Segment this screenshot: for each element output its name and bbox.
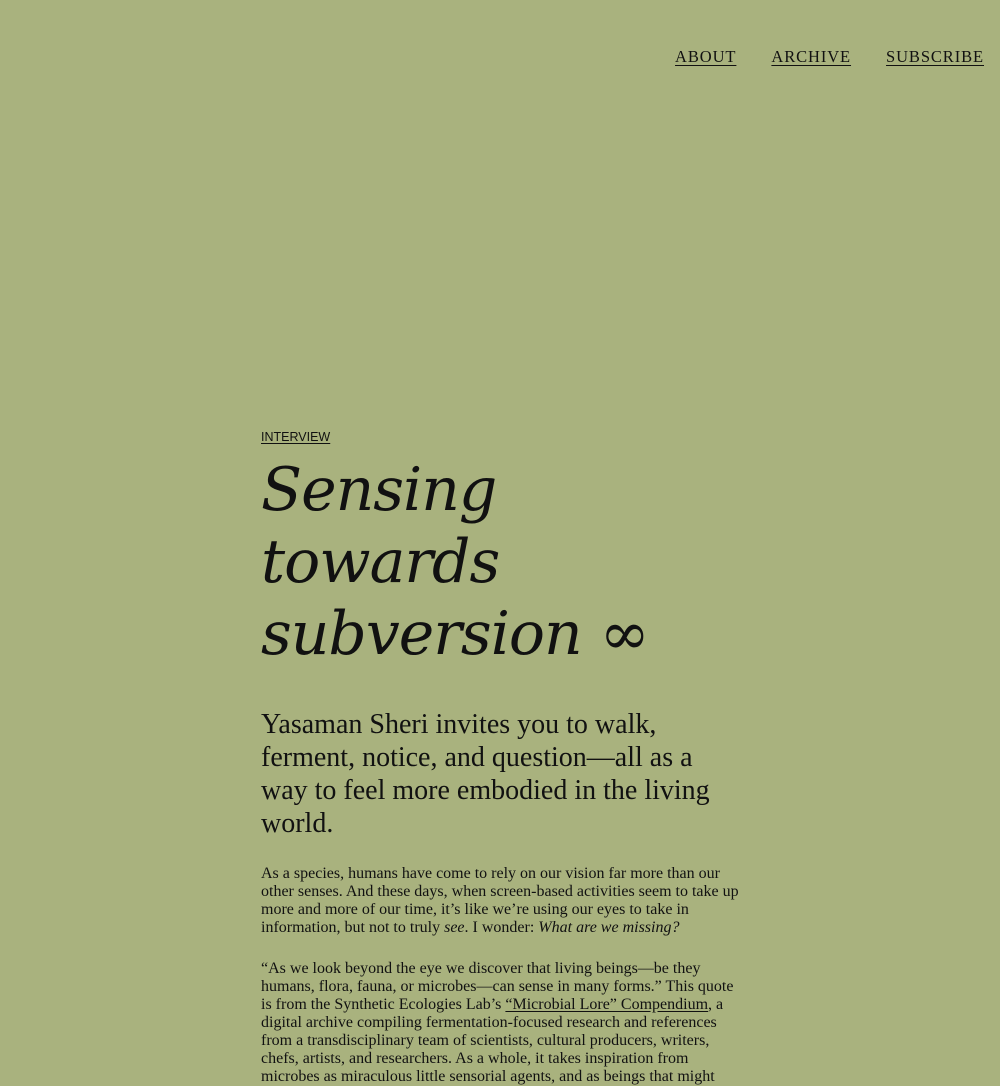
top-nav [675, 47, 984, 67]
paragraph-text: As a species, humans have come to rely on our vision far more than our other senses. And these days, when screen-based activities seem to take up more and more of our time, it’s like we’re using our eyes to take in information, but not to truly [261, 865, 739, 936]
article [261, 428, 741, 1086]
article-dek: Yasaman Sheri invites you to walk, ferment, notice, and question—all as a way to feel more embodied in the living world. [261, 709, 710, 839]
article-title: Sensing towards subversion ∞ [261, 455, 649, 669]
emphasis-question: What are we missing? [538, 919, 680, 936]
paragraph-text: , a digital archive compiling fermentation-focused research and references from a transdisciplinary team of scientists, cultural producers, writers, chefs, artists, and researchers. As a whole, it takes inspiration from microbes as miraculous little sensorial agents, and as beings that might [261, 996, 724, 1085]
nav-about-link[interactable]: ABOUT [675, 47, 737, 66]
paragraph-text: “As we look beyond the eye we discover that living beings—be they humans, flora, fauna, or microbes—can sense in many forms.” This quote is from the Synthetic Ecologies Lab’s [261, 960, 734, 1013]
compendium-link[interactable]: “Microbial Lore” Compendium [505, 996, 709, 1013]
body-paragraph [261, 865, 741, 937]
paragraph-text: . I wonder: [464, 919, 539, 936]
nav-subscribe-link[interactable]: SUBSCRIBE [886, 47, 984, 66]
emphasis-see: see [444, 919, 465, 936]
nav-archive-link[interactable]: ARCHIVE [771, 47, 852, 66]
body-paragraph [261, 960, 741, 1086]
category-link[interactable]: INTERVIEW [261, 430, 331, 444]
